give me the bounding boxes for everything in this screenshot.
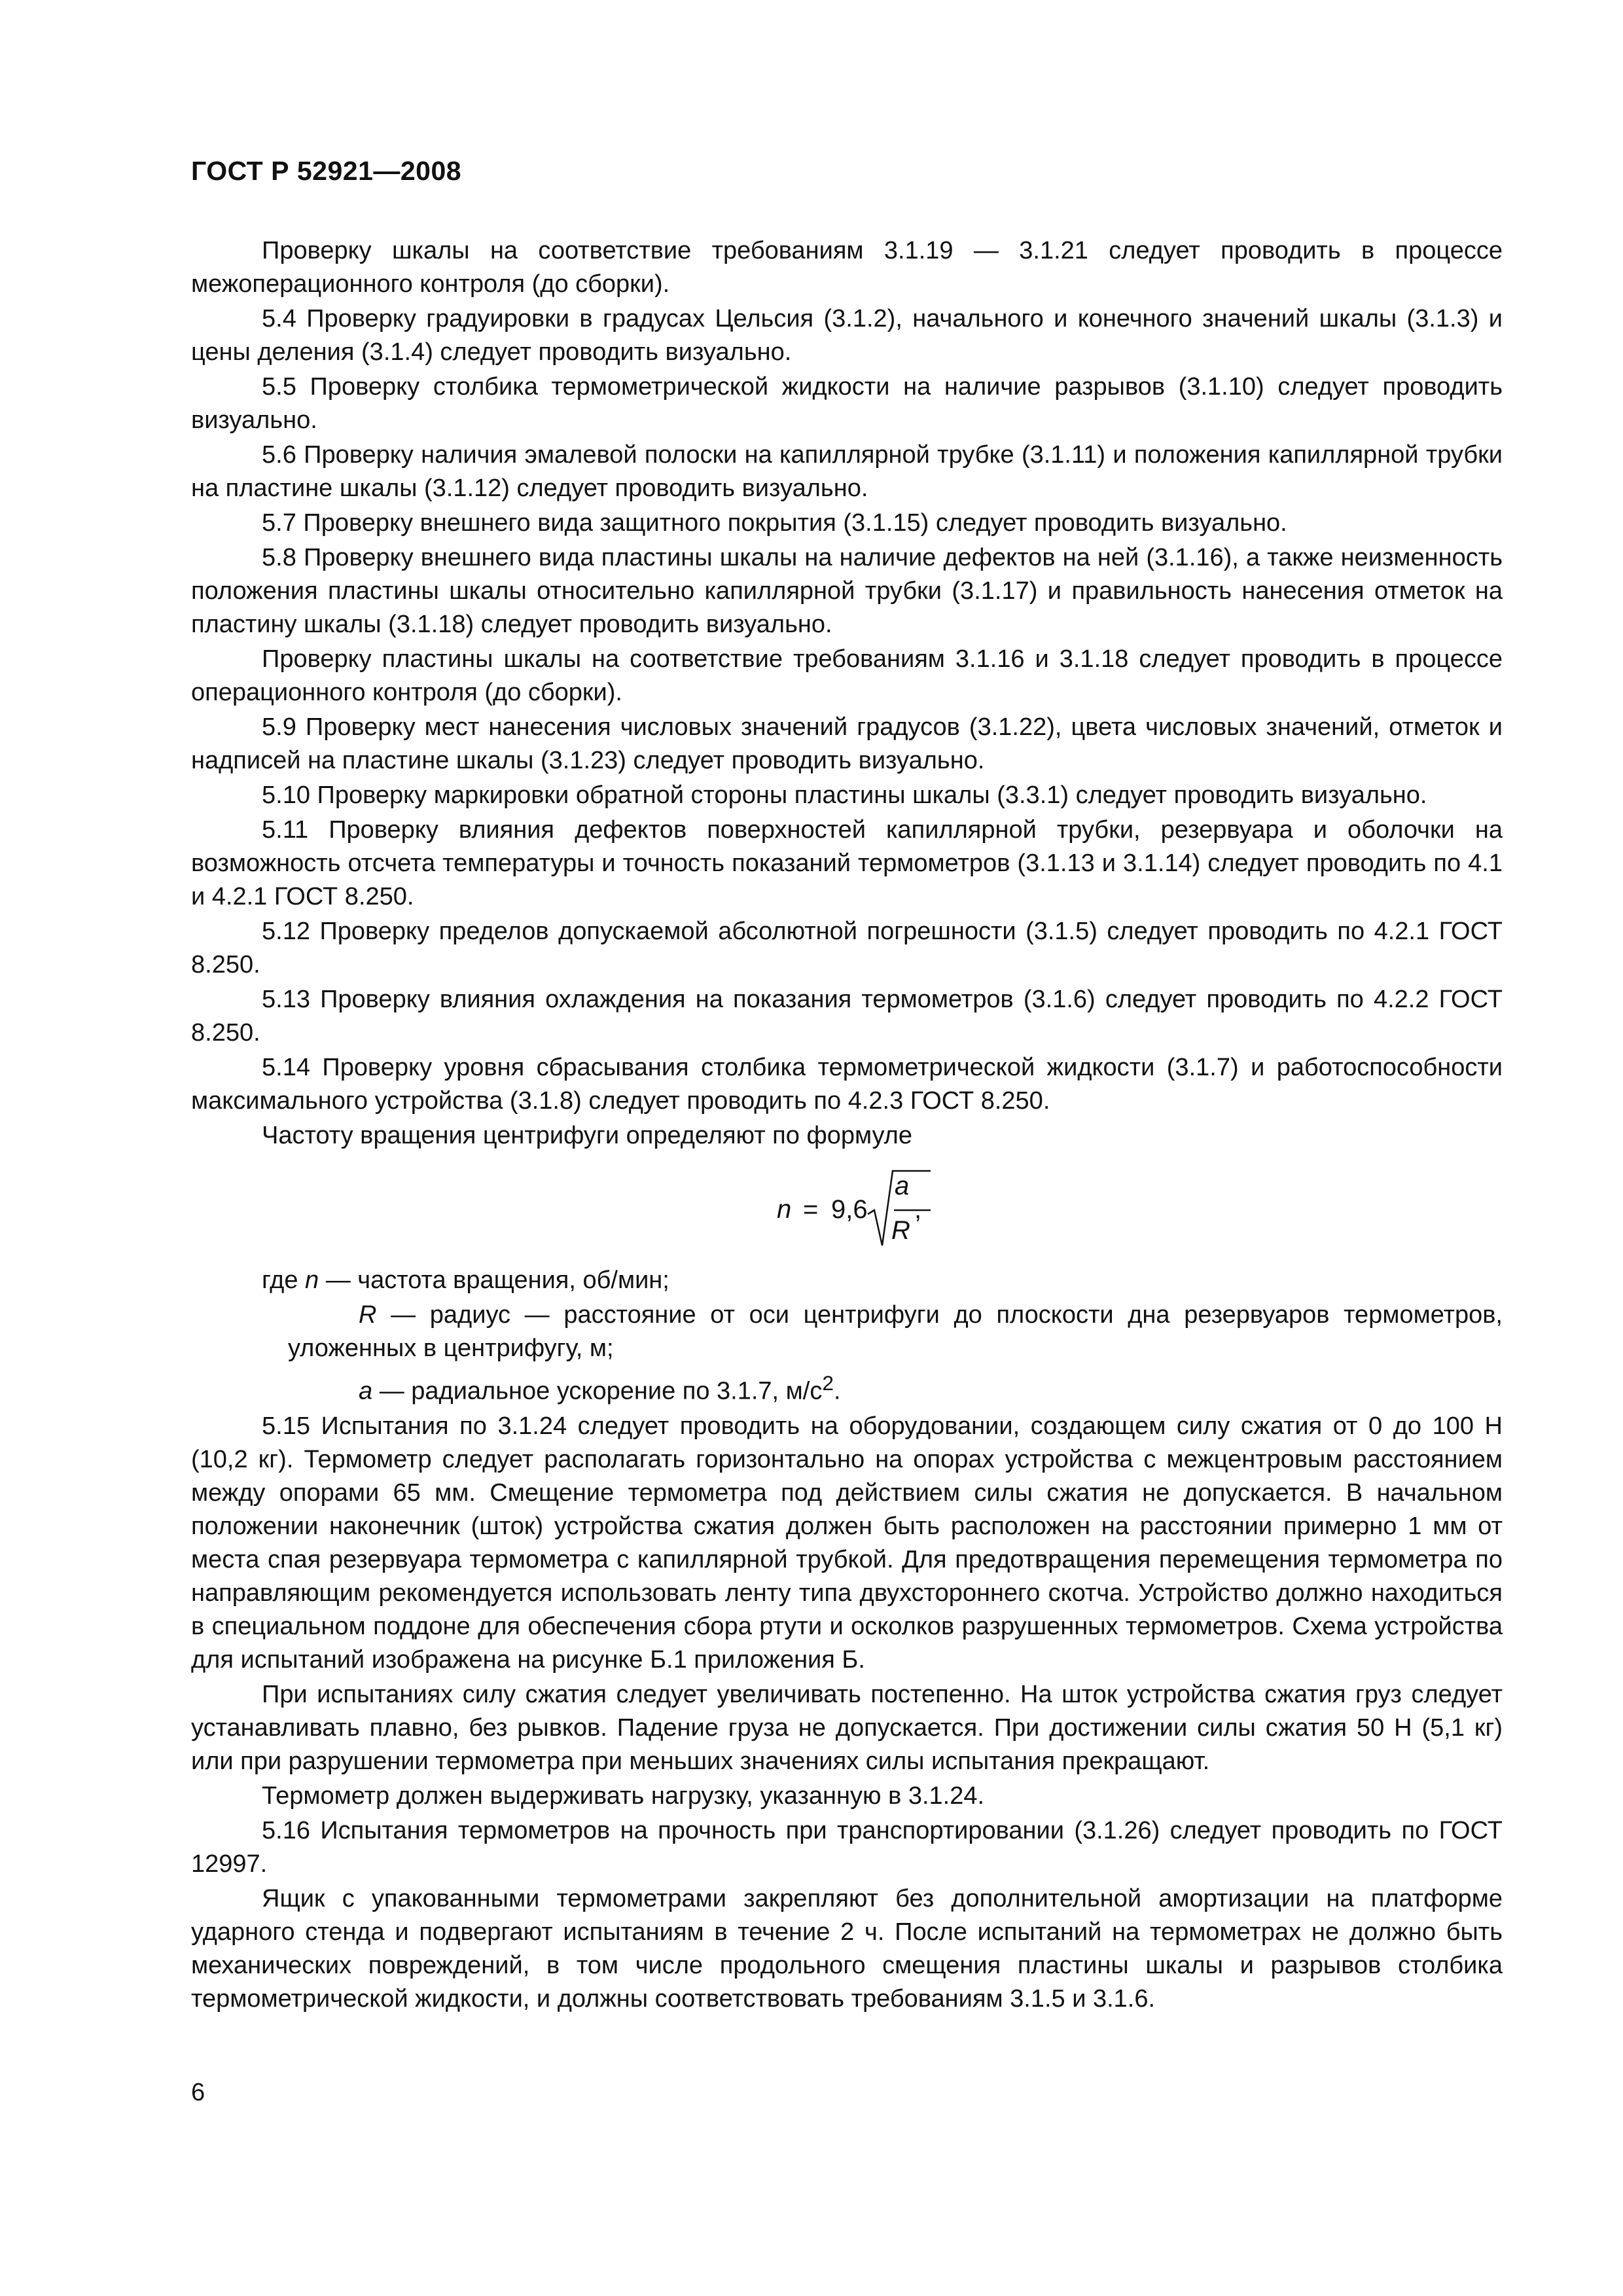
legend-var-n: n xyxy=(305,1266,319,1294)
paragraph: 5.13 Проверку влияния охлаждения на показания термометров (3.1.6) следует проводить по 4.2.2 ГОСТ 8.250. xyxy=(191,986,1503,1047)
paragraph: 5.12 Проверку пределов допускаемой абсолютной погрешности (3.1.5) следует проводить по 4.2.1 ГОСТ 8.250. xyxy=(191,918,1503,978)
paragraph: Частоту вращения центрифуги определяют по формуле xyxy=(262,1122,912,1149)
formula-lhs: n xyxy=(777,1195,792,1224)
legend-prefix: где xyxy=(262,1266,298,1294)
paragraph: Ящик с упакованными термометрами закрепляют без дополнительной амортизации на платформе ударного стенда и подвергают испытаниям в течение 2 ч. После испытаний на термометрах не должно быть механических повреждений, в том числе продольного смещения пластины шкалы и разрывов столбика термометрической жидкости, и должны соответствовать требованиям 3.1.5 и 3.1.6. xyxy=(191,1884,1503,2013)
formula-expression xyxy=(777,1168,947,1247)
paragraph: 5.11 Проверку влияния дефектов поверхностей капиллярной трубки, резервуара и оболочки на возможность отсчета температуры и точность показаний термометров (3.1.13 и 3.1.14) следует проводить по 4.1 и 4.2.1 ГОСТ 8.250. xyxy=(191,816,1503,910)
paragraph: 5.8 Проверку внешнего вида пластины шкалы на наличие дефектов на ней (3.1.16), а также неизменность положения пластины шкалы относительно капиллярной трубки (3.1.17) и правильность нанесения отметок на пластину шкалы (3.1.18) следует проводить визуально. xyxy=(191,544,1503,638)
paragraph: 5.6 Проверку наличия эмалевой полоски на капиллярной трубке (3.1.11) и положения капиллярной трубки на пластине шкалы (3.1.12) следует проводить визуально. xyxy=(191,441,1503,502)
formula-denominator: R xyxy=(891,1216,910,1245)
formula-legend xyxy=(191,1264,1503,1408)
paragraph: Термометр должен выдерживать нагрузку, указанную в 3.1.24. xyxy=(262,1782,985,1810)
paragraph: 5.16 Испытания термометров на прочность при транспортировании (3.1.26) следует проводить по ГОСТ 12997. xyxy=(191,1816,1503,1878)
paragraph: 5.4 Проверку градуировки в градусах Цельсия (3.1.2), начального и конечного значений шкалы (3.1.3) и цены деления (3.1.4) следует проводить визуально. xyxy=(191,305,1503,366)
paragraph: 5.9 Проверку мест нанесения числовых значений градусов (3.1.22), цвета числовых значений, отметок и надписей на пластине шкалы (3.1.23) следует проводить визуально. xyxy=(191,713,1503,774)
paragraph: 5.14 Проверку уровня сбрасывания столбика термометрической жидкости (3.1.7) и работоспособности максимального устройства (3.1.8) следует проводить по 4.2.3 ГОСТ 8.250. xyxy=(191,1054,1503,1115)
document-header: ГОСТ Р 52921—2008 xyxy=(191,156,462,186)
paragraph: 5.10 Проверку маркировки обратной стороны пластины шкалы (3.3.1) следует проводить визуально. xyxy=(262,781,1427,809)
legend-text-R: — радиус — расстояние от оси центрифуги до плоскости дна резервуаров термометров, уложенных в центрифугу, м; xyxy=(288,1301,1503,1362)
legend-a xyxy=(191,1367,1503,1408)
paragraph: Проверку шкалы на соответствие требованиям 3.1.19 — 3.1.21 следует проводить в процессе межоперационного контроля (до сборки). xyxy=(191,237,1503,298)
paragraph: Проверку пластины шкалы на соответствие требованиям 3.1.16 и 3.1.18 следует проводить в процессе операционного контроля (до сборки). xyxy=(191,645,1503,706)
legend-n xyxy=(191,1264,1503,1297)
formula xyxy=(191,1154,1503,1257)
page-number: 6 xyxy=(191,2079,205,2106)
formula-trailing-comma: , xyxy=(914,1195,922,1224)
legend-R xyxy=(191,1299,1503,1365)
document-body xyxy=(191,234,1503,2017)
legend-var-R: R xyxy=(359,1301,377,1329)
paragraph: 5.15 Испытания по 3.1.24 следует проводить на оборудовании, создающем силу сжатия от 0 до 100 Н (10,2 кг). Термометр следует располагать горизонтально на опорах устройства с межцентровым расстоянием между опорами 65 мм. Смещение термометра под действием силы сжатия не допускается. В начальном положении наконечник (шток) устройства сжатия должен быть расположен на расстоянии примерно 1 мм от места спая резервуара термометра с капиллярной трубкой. Для предотвращения перемещения термометра по направляющим рекомендуется использовать ленту типа двухстороннего скотча. Устройство должно находиться в специальном поддоне для обеспечения сбора ртути и осколков разрушенных термометров. Схема устройства для испытаний изображена на рисунке Б.1 приложения Б. xyxy=(191,1412,1503,1674)
legend-end-period: . xyxy=(833,1377,841,1405)
paragraph: При испытаниях силу сжатия следует увеличивать постепенно. На шток устройства сжатия груз следует устанавливать плавно, без рывков. Падение груза не допускается. При достижении силы сжатия 50 Н (5,1 кг) или при разрушении термометра при меньших значениях силы испытания прекращают. xyxy=(191,1680,1503,1775)
formula-coefficient: 9,6 xyxy=(831,1195,868,1224)
legend-unit-superscript: 2 xyxy=(822,1371,834,1395)
paragraphs-top xyxy=(191,234,1503,1153)
legend-var-a: a xyxy=(359,1377,373,1405)
paragraph: 5.7 Проверку внешнего вида защитного покрытия (3.1.15) следует проводить визуально. xyxy=(262,509,1287,537)
paragraphs-bottom xyxy=(191,1410,1503,2016)
paragraph: 5.5 Проверку столбика термометрической жидкости на наличие разрывов (3.1.10) следует проводить визуально. xyxy=(191,373,1503,434)
formula-equals: = xyxy=(803,1195,819,1224)
legend-text-a: — радиальное ускорение по 3.1.7, м/с xyxy=(372,1377,823,1405)
formula-numerator: a xyxy=(895,1172,910,1200)
legend-text-n: — частота вращения, об/мин; xyxy=(319,1266,669,1294)
